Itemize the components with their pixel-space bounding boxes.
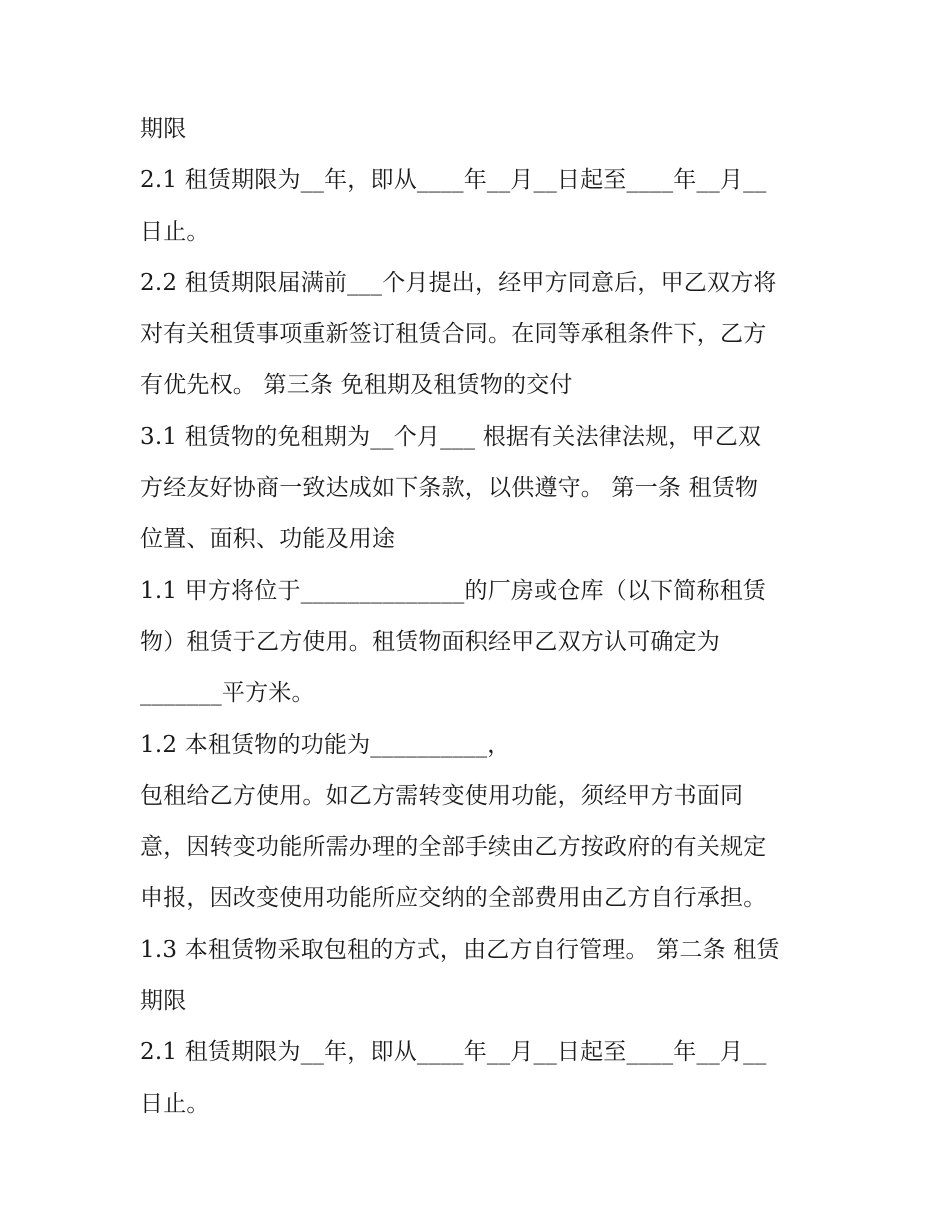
text-line: 1.2 本租赁物的功能为__________， [140,731,511,758]
text-line: 期限 [140,988,187,1015]
text-line: 2.2 租赁期限届满前___个月提出，经甲方同意后，甲乙双方将 [140,269,777,296]
text-line: 2.1 租赁期限为__年，即从____年__月__日起至____年__月__ [140,167,767,194]
text-line: 申报，因改变使用功能所应交纳的全部费用由乙方自行承担。 [140,885,767,912]
text-line: 日止。 [140,218,210,245]
text-line: 日止。 [140,1090,210,1117]
text-line: 包租给乙方使用。如乙方需转变使用功能，须经甲方书面同 [140,782,744,809]
text-line: 1.1 甲方将位于______________的厂房或仓库（以下简称租赁 [140,577,767,604]
text-line: 位置、面积、功能及用途 [140,526,396,553]
text-line: 物）租赁于乙方使用。租赁物面积经甲乙双方认可确定为 [140,628,720,655]
text-line: 对有关租赁事项重新签订租赁合同。在同等承租条件下，乙方 [140,321,767,348]
text-line: 3.1 租赁物的免租期为__个月___ 根据有关法律法规，甲乙双 [140,423,762,450]
text-line: 有优先权。 第三条 免租期及租赁物的交付 [140,372,573,399]
text-line: 方经友好协商一致达成如下条款，以供遵守。 第一条 租赁物 [140,475,759,502]
text-line: 1.3 本租赁物采取包租的方式，由乙方自行管理。 第二条 租赁 [140,936,780,963]
text-line: 期限 [140,116,187,142]
text-line: 意，因转变功能所需办理的全部手续由乙方按政府的有关规定 [140,834,767,861]
text-line: 2.1 租赁期限为__年，即从____年__月__日起至____年__月__ [140,1039,767,1066]
text-line: _______平方米。 [140,680,315,707]
document-body [140,104,820,1130]
